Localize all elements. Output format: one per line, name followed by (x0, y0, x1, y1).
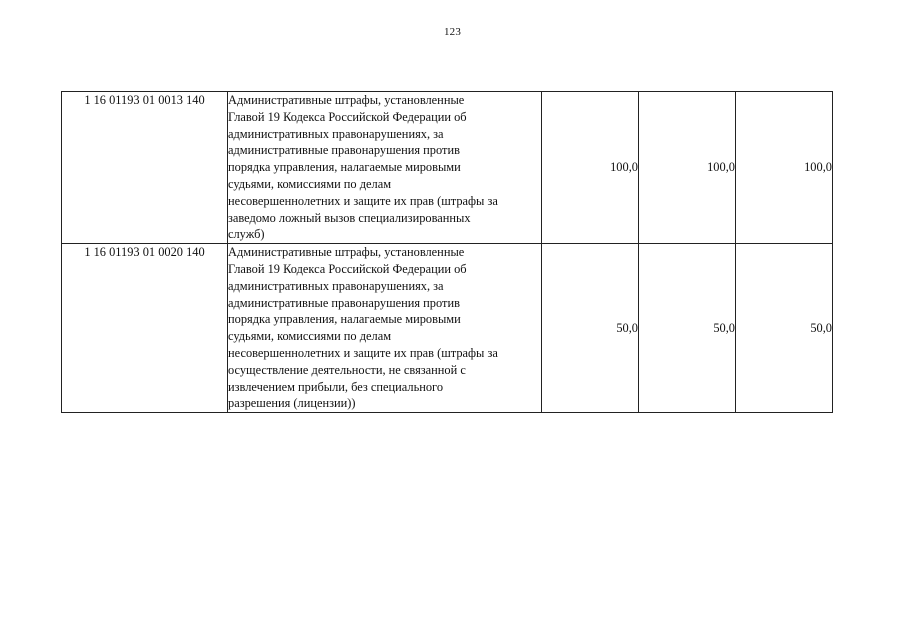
revenue-description (228, 244, 542, 413)
description-line: судьями, комиссиями по делам (228, 329, 392, 344)
description-line: Административные штрафы, установленные (228, 245, 465, 260)
amount-cell: 50,0 (639, 244, 736, 413)
description-line: служб) (228, 227, 265, 242)
budget-revenue-table (61, 91, 833, 413)
description-line: несовершеннолетних и защите их прав (штрафы за (228, 345, 498, 360)
description-line: Административные штрафы, установленные (228, 93, 465, 107)
budget-classification-code: 1 16 01193 01 0013 140 (62, 92, 228, 244)
revenue-description (228, 92, 542, 244)
description-line: административные правонарушения против (228, 143, 460, 158)
amount-cell: 100,0 (542, 92, 639, 244)
description-line: административных правонарушениях, за (228, 278, 444, 293)
amount-cell: 100,0 (736, 92, 833, 244)
description-line: порядка управления, налагаемые мировыми (228, 312, 461, 327)
description-line: порядка управления, налагаемые мировыми (228, 160, 461, 175)
description-line: Главой 19 Кодекса Российской Федерации об (228, 261, 467, 276)
description-line: извлечением прибыли, без специального (228, 379, 444, 394)
description-line: осуществление деятельности, не связанной с (228, 362, 466, 377)
description-line: административных правонарушениях, за (228, 126, 444, 141)
description-line: административные правонарушения против (228, 295, 460, 310)
amount-cell: 50,0 (736, 244, 833, 413)
table-row (62, 244, 833, 413)
description-line: разрешения (лицензии)) (228, 396, 356, 411)
description-line: Главой 19 Кодекса Российской Федерации об (228, 109, 467, 124)
description-line: несовершеннолетних и защите их прав (штрафы за (228, 193, 498, 208)
page-number: 123 (443, 26, 462, 38)
description-line: заведомо ложный вызов специализированных (228, 210, 471, 225)
description-line: судьями, комиссиями по делам (228, 176, 392, 191)
amount-cell: 50,0 (542, 244, 639, 413)
table-row (62, 92, 833, 244)
budget-classification-code: 1 16 01193 01 0020 140 (62, 244, 228, 413)
amount-cell: 100,0 (639, 92, 736, 244)
